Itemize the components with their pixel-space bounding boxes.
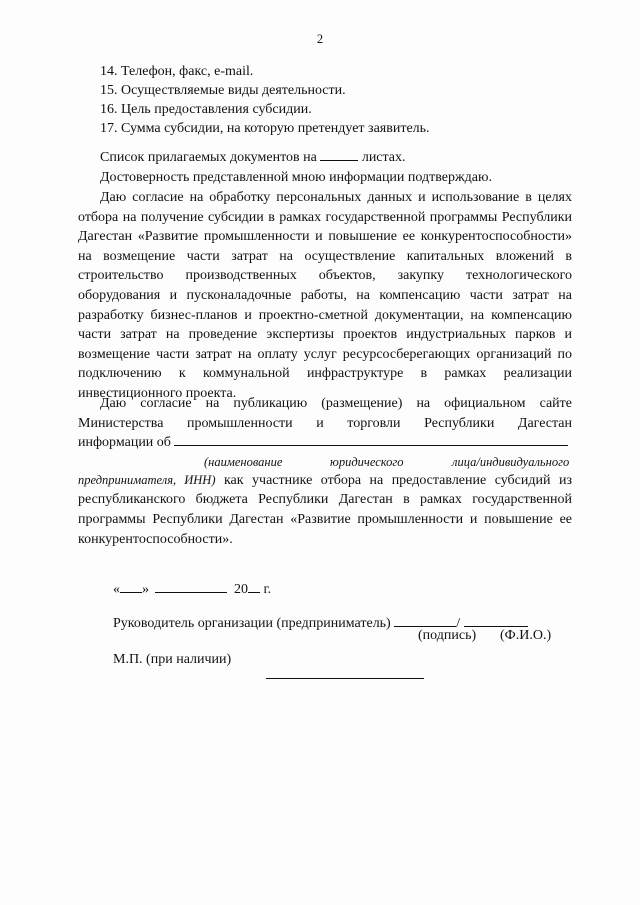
signature-caption: (подпись) bbox=[418, 628, 477, 643]
publication-paragraph bbox=[78, 394, 572, 549]
publication-rest bbox=[78, 471, 572, 549]
publication-line-1: Даю согласие на публикацию (размещение) на официальном сайте bbox=[100, 396, 572, 411]
seal-blank bbox=[266, 678, 424, 679]
signature-separator: / bbox=[456, 616, 461, 631]
publication-line-3 bbox=[78, 433, 572, 453]
year-blank bbox=[248, 580, 260, 593]
caption-word-1: (наименование bbox=[204, 454, 283, 469]
caption-word-3: лица/индивидуального bbox=[452, 454, 570, 469]
list-item: 16. Цель предоставления субсидии. bbox=[100, 102, 312, 117]
documents-count-line bbox=[100, 148, 594, 168]
requisites-list bbox=[100, 62, 570, 138]
organization-name-blank bbox=[174, 433, 568, 446]
name-blank bbox=[464, 614, 528, 627]
publication-rest-text: как участнике отбора на предоставление субсидий из республиканского бюджета Республики Дагестан в рамках государственной программы Республики Дагестан «Развитие промышленности и повышение ее конкурентоспособности». bbox=[78, 472, 572, 547]
date-line bbox=[113, 580, 271, 598]
organization-caption bbox=[78, 453, 572, 471]
year-suffix: г. bbox=[263, 582, 272, 597]
date-close-quote: » bbox=[142, 582, 149, 597]
caption-word-2: юридического bbox=[330, 454, 404, 469]
name-caption: (Ф.И.О.) bbox=[500, 628, 552, 643]
caption-word-4: предпринимателя, ИНН) bbox=[78, 472, 216, 487]
documents-prefix: Список прилагаемых документов на bbox=[100, 150, 317, 165]
seal-label: М.П. (при наличии) bbox=[113, 652, 232, 667]
list-item: 15. Осуществляемые виды деятельности. bbox=[100, 83, 346, 98]
day-blank bbox=[120, 580, 142, 593]
publication-line-2: Министерства промышленности и торговли Республики Дагестан bbox=[78, 415, 572, 431]
page-number: 2 bbox=[316, 32, 324, 46]
list-item: 14. Телефон, факс, e-mail. bbox=[100, 64, 254, 79]
month-blank bbox=[155, 580, 227, 593]
confirmation-text: Достоверность представленной мною информации подтверждаю. bbox=[100, 170, 492, 185]
date-open-quote: « bbox=[113, 582, 120, 597]
documents-suffix: листах. bbox=[361, 150, 406, 165]
signature-label: Руководитель организации (предприниматель) bbox=[113, 616, 391, 631]
signature-blank bbox=[394, 614, 456, 627]
list-item: 17. Сумма субсидии, на которую претендует заявитель. bbox=[100, 121, 430, 136]
publication-line-3-prefix: информации об bbox=[78, 435, 171, 451]
documents-count-blank bbox=[320, 148, 358, 161]
consent-paragraph: Даю согласие на обработку персональных данных и использование в целях отбора на получение субсидии в рамках государственной программы Республики Дагестан «Развитие промышленности и повышение ее конкурентоспособности» на возмещение части затрат на осуществление капитальных вложений в строительство производственных объектов, закупку технологического оборудования и пусконаладочные работы, на компенсацию части затрат на разработку бизнес-планов и проектно-сметной документации, на компенсацию части затрат на проведение экспертизы проектов индустриальных парков и возмещение части затрат на оплату услуг ресурсосберегающих организаций по подключению к коммунальной инфраструктуре в рамках реализации инвестиционного проекта. bbox=[78, 190, 572, 401]
year-prefix: 20 bbox=[234, 582, 248, 597]
